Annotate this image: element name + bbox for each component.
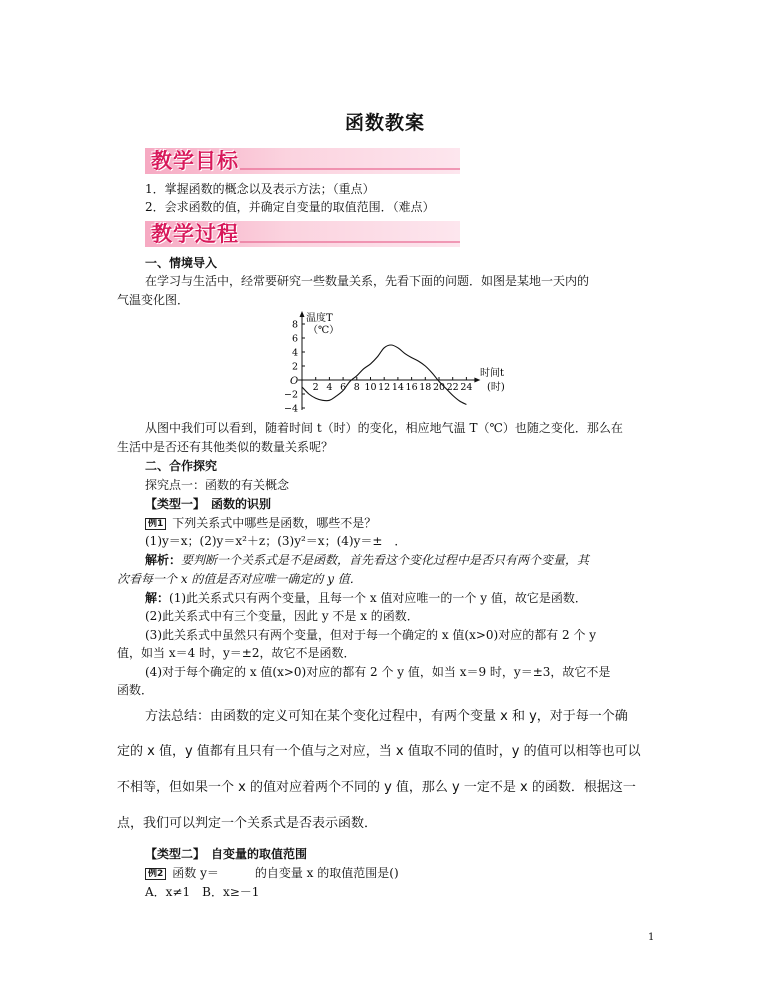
banner-stripe — [240, 168, 460, 170]
example-1 — [145, 515, 376, 531]
section-heading-2: 二、合作探究 — [145, 459, 218, 473]
process-banner — [145, 221, 460, 247]
y-tick-label: 6 — [291, 333, 298, 345]
intro-line-1: 在学习与生活中，经常要研究一些数量关系，先看下面的问题．如图是某地一天内的 — [145, 274, 590, 288]
analysis-text-1: 要判断一个关系式是不是函数，首先看这个变化过程中是否只有两个变量，其 — [181, 553, 590, 567]
method-summary-3: 不相等，但如果一个 x 的值对应着两个不同的 y 值，那么 y 一定不是 x 的函数．根据这一 — [117, 780, 636, 795]
chart-x-label: 时间t — [480, 368, 505, 379]
chart-y-label: 温度T — [306, 313, 333, 324]
x-tick-label: 14 — [391, 382, 404, 393]
process-banner-label: 教学过程 — [151, 222, 239, 246]
x-tick-label: 6 — [340, 382, 347, 393]
example-2-options: A．x≠1 B．x≥－1 — [145, 885, 260, 899]
page-title: 函数教案 — [344, 112, 425, 134]
x-tick-label: 16 — [405, 382, 418, 393]
chart-origin-label: O — [290, 376, 299, 387]
solution-line-3a: (3)此关系式中虽然只有两个变量，但对于每一个确定的 x 值(x>0)对应的都有 2 个 y — [145, 628, 597, 642]
solution-line-4b: 函数． — [117, 683, 154, 697]
temperature-chart — [270, 310, 520, 415]
y-tick-label: 8 — [291, 319, 298, 331]
solution-line-3b: 值，如当 x＝4 时，y＝±2，故它不是函数． — [117, 646, 356, 660]
example-1-items: (1)y＝x；(2)y＝x²＋z；(3)y²＝x；(4)y＝± ． — [145, 534, 407, 548]
solution-line-1 — [145, 590, 587, 606]
x-tick-label: 4 — [326, 382, 333, 393]
x-tick-label: 8 — [353, 382, 360, 393]
example-2-badge: 例2 — [145, 868, 166, 880]
x-tick-label: 24 — [460, 382, 473, 393]
example-2 — [145, 865, 399, 881]
goals-banner-label: 教学目标 — [151, 149, 239, 173]
y-tick-label: −4 — [283, 403, 298, 415]
analysis-label: 解析： — [145, 553, 182, 567]
intro-line-2: 气温变化图． — [117, 293, 190, 307]
y-tick-label: 2 — [291, 361, 298, 373]
solution-text-1: (1)此关系式只有两个变量，且每一个 x 值对应唯一的一个 y 值，故它是函数． — [169, 591, 587, 605]
goal-2: 2．会求函数的值，并确定自变量的取值范围．（难点） — [145, 200, 435, 214]
analysis-line-1 — [145, 552, 589, 568]
method-summary-1: 方法总结：由函数的定义可知在某个变化过程中，有两个变量 x 和 y，对于每一个确 — [145, 709, 628, 724]
example-2-question: 函数 y＝ 的自变量 x 的取值范围是() — [172, 866, 399, 880]
y-tick-label: −2 — [283, 389, 298, 401]
solution-line-2: (2)此关系式中有三个变量，因此 y 不是 x 的函数． — [145, 609, 419, 623]
type-1-heading: 【类型一】 函数的识别 — [145, 497, 272, 511]
x-tick-label: 12 — [378, 382, 391, 393]
type-2-heading: 【类型二】 自变量的取值范围 — [145, 847, 308, 861]
y-tick-label: 4 — [291, 347, 298, 359]
analysis-line-2: 次看每一个 x 的值是否对应唯一确定的 y 值． — [117, 572, 362, 586]
example-1-badge: 例1 — [145, 518, 166, 530]
chart-x-unit: (时) — [487, 382, 505, 393]
x-tick-label: 20 — [432, 382, 446, 393]
page-number: 1 — [648, 932, 655, 943]
after-chart-line-2: 生活中是否还有其他类似的数量关系呢？ — [117, 440, 334, 454]
x-tick-label: 10 — [364, 382, 377, 393]
after-chart-line-1: 从图中我们可以看到，随着时间 t（时）的变化，相应地气温 T（℃）也随之变化．那么在 — [145, 421, 623, 435]
x-tick-label: 22 — [446, 382, 459, 393]
goal-1: 1．掌握函数的概念以及表示方法；（重点） — [145, 182, 375, 196]
example-1-question: 下列关系式中哪些是函数，哪些不是？ — [172, 516, 377, 530]
banner-stripe — [240, 241, 460, 243]
solution-label: 解： — [145, 591, 170, 605]
x-tick-label: 2 — [312, 382, 319, 393]
x-tick-label: 18 — [419, 382, 432, 393]
chart-line-group — [302, 345, 466, 405]
chart-y-unit: （℃） — [308, 325, 340, 336]
solution-line-4a: (4)对于每个确定的 x 值(x>0)对应的都有 2 个 y 值，如当 x＝9 时，y＝±3，故它不是 — [145, 665, 611, 679]
section-heading-1: 一、情境导入 — [145, 256, 218, 270]
explore-point-1: 探究点一：函数的有关概念 — [145, 478, 290, 492]
method-summary-2: 定的 x 值，y 值都有且只有一个值与之对应，当 x 值取不同的值时，y 的值可以相等也可以 — [117, 744, 641, 759]
temperature-curve — [302, 345, 466, 405]
method-summary-4: 点，我们可以判定一个关系式是否表示函数． — [117, 816, 378, 831]
goals-banner — [145, 148, 460, 174]
y-axis-arrow — [300, 311, 305, 317]
